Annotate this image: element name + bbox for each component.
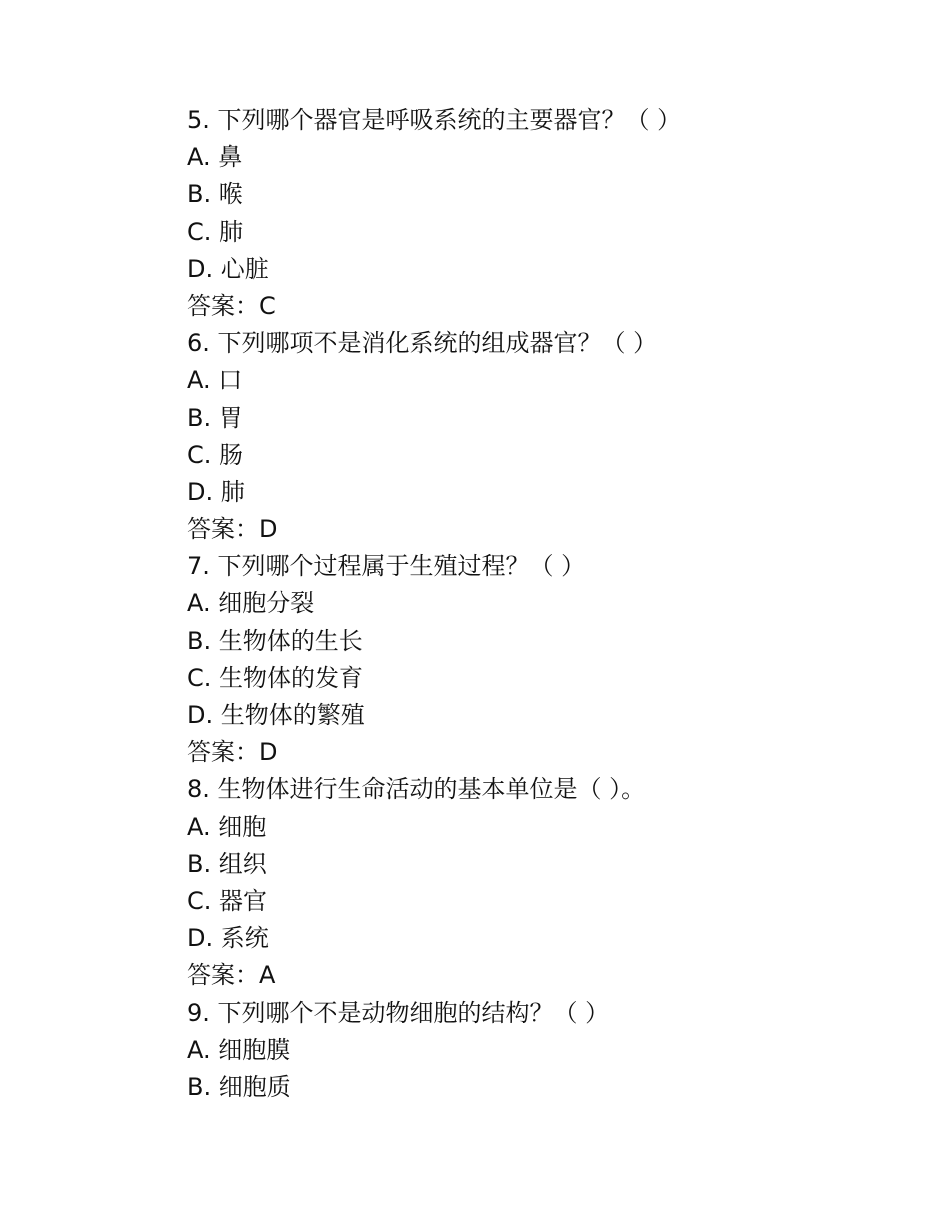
question-5-option-b: B. 喉 <box>187 180 243 209</box>
question-8-text: 8. 生物体进行生命活动的基本单位是（ ）。 <box>187 775 646 804</box>
question-6-option-b: B. 胃 <box>187 403 243 432</box>
question-7-option-a: A. 细胞分裂 <box>187 589 315 618</box>
question-7-option-c: C. 生物体的发育 <box>187 663 364 692</box>
question-7-option-d: D. 生物体的繁殖 <box>187 701 365 729</box>
question-5-answer: 答案：C <box>187 291 276 320</box>
question-7-text: 7. 下列哪个过程属于生殖过程？（ ） <box>187 552 586 581</box>
question-6-text: 6. 下列哪项不是消化系统的组成器官？（ ） <box>187 329 658 358</box>
question-6-option-c: C. 肠 <box>187 440 244 469</box>
question-9-option-a: A. 细胞膜 <box>187 1035 291 1064</box>
question-8-option-a: A. 细胞 <box>187 812 267 841</box>
question-8-answer: 答案：A <box>187 961 276 990</box>
question-8-option-c: C. 器官 <box>187 886 268 915</box>
question-7-answer: 答案：D <box>187 738 278 767</box>
question-5-option-c: C. 肺 <box>187 217 244 246</box>
question-7-option-b: B. 生物体的生长 <box>187 626 363 655</box>
question-6-answer: 答案：D <box>187 515 278 544</box>
question-5-option-d: D. 心脏 <box>187 254 269 283</box>
question-9-option-b: B. 细胞质 <box>187 1072 291 1101</box>
question-6-option-d: D. 肺 <box>187 477 245 506</box>
question-9-text: 9. 下列哪个不是动物细胞的结构？（ ） <box>187 998 610 1027</box>
document-body <box>187 102 887 1106</box>
question-5-text: 5. 下列哪个器官是呼吸系统的主要器官？（ ） <box>187 106 682 134</box>
question-8-option-b: B. 组织 <box>187 849 267 878</box>
question-5-option-a: A. 鼻 <box>187 143 243 172</box>
question-6-option-a: A. 口 <box>187 366 243 395</box>
question-8-option-d: D. 系统 <box>187 924 269 953</box>
